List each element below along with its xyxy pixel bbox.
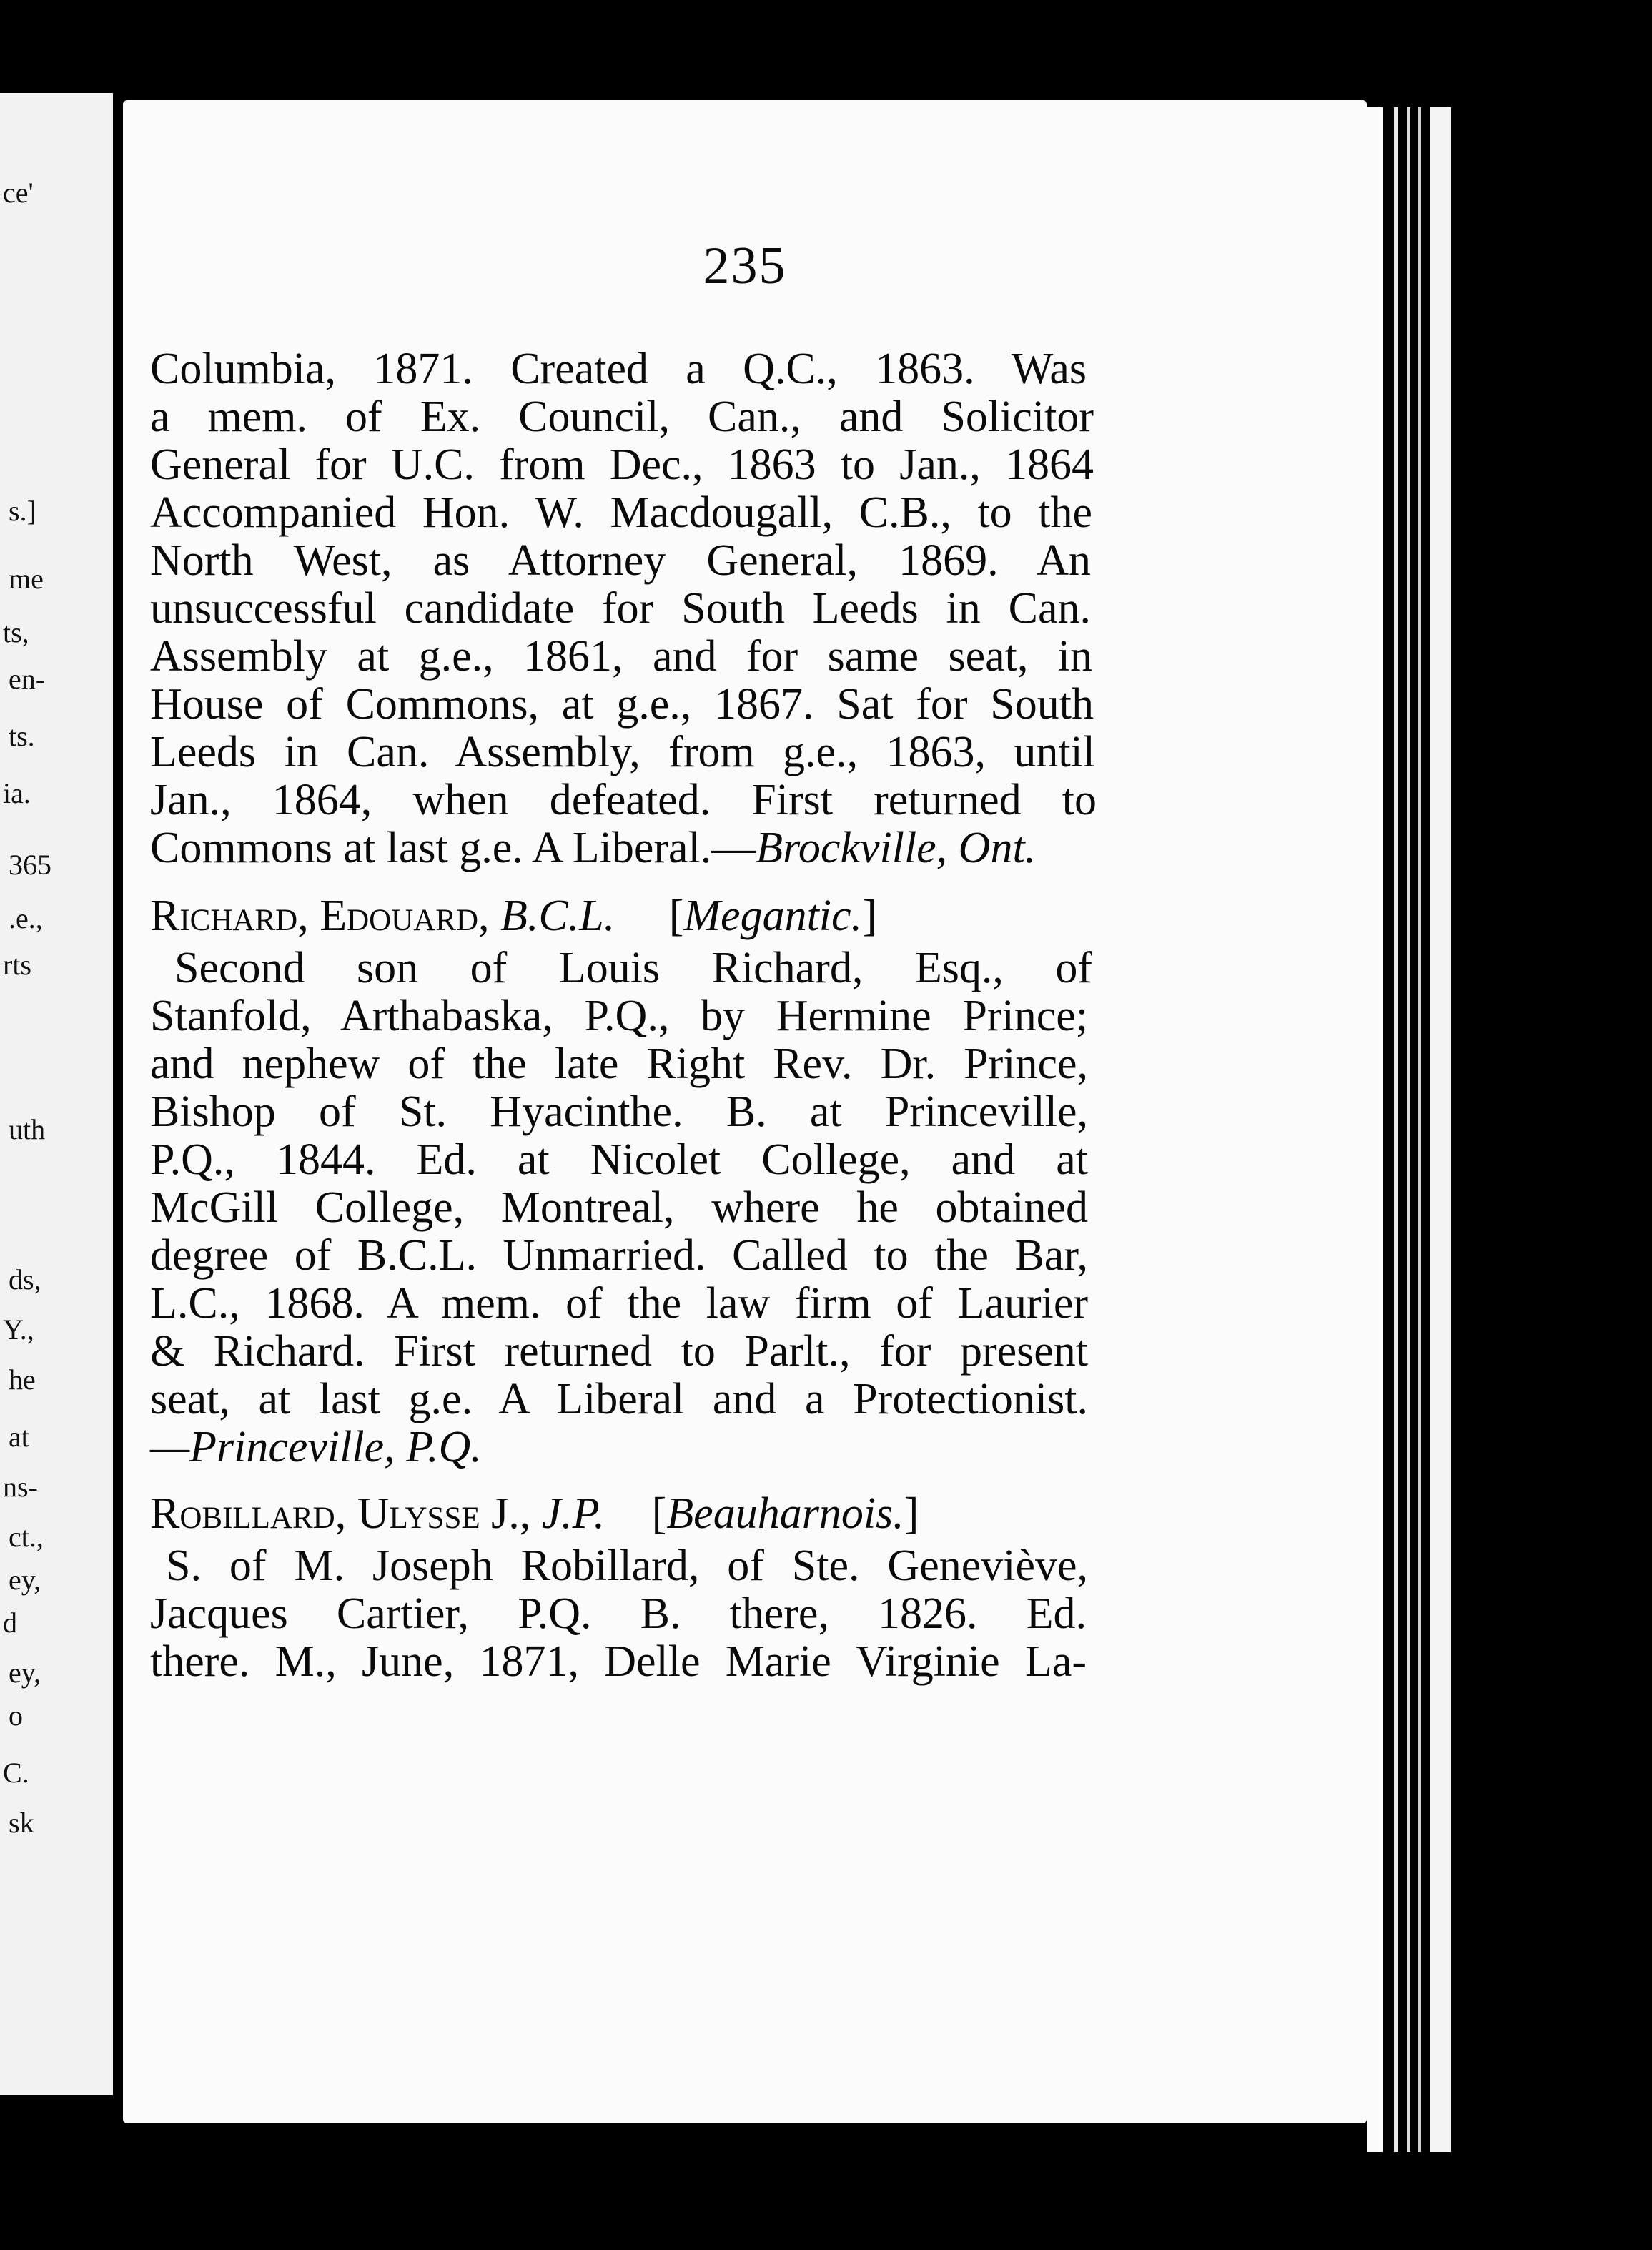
previous-page-fragment: ns-: [3, 1471, 38, 1503]
previous-page-fragment: C.: [3, 1757, 29, 1789]
text-line: Columbia, 1871. Created a Q.C., 1863. Was: [150, 345, 1087, 393]
degree: B.C.L.: [500, 892, 615, 940]
entry-heading: Richard, Edouard, B.C.L. [Megantic.]: [150, 892, 877, 940]
text-line: seat, at last g.e. A Liberal and a Protectionist.: [150, 1375, 1088, 1423]
previous-page-fragment: Y.,: [3, 1313, 34, 1346]
previous-page-fragment: ct.,: [9, 1521, 44, 1553]
text-line: Assembly at g.e., 1861, and for same seat, in: [150, 632, 1092, 681]
previous-page-fragment: uth: [9, 1113, 46, 1145]
text-line: Accompanied Hon. W. Macdougall, C.B., to the: [150, 488, 1092, 537]
previous-page-fragment: sk: [9, 1807, 34, 1839]
given-name: Ulysse J.: [357, 1489, 520, 1538]
text-line: Bishop of St. Hyacinthe. B. at Princeville,: [150, 1087, 1088, 1136]
previous-page-fragment: .e.,: [9, 902, 43, 934]
previous-page-fragment: ts,: [3, 616, 29, 648]
previous-page-fragment: o: [9, 1699, 23, 1732]
previous-page-fragment: ey,: [9, 1564, 41, 1596]
previous-page-fragment: he: [9, 1363, 36, 1396]
previous-page-fragment: me: [9, 563, 44, 595]
text-line: Second son of Louis Richard, Esq., of: [174, 944, 1092, 992]
previous-page-fragment: 365: [9, 849, 51, 881]
page-number: 235: [703, 237, 787, 295]
text-line: degree of B.C.L. Unmarried. Called to the Bar,: [150, 1231, 1088, 1280]
text-line: S. of M. Joseph Robillard, of Ste. Geneviève,: [166, 1541, 1088, 1590]
text-line: Leeds in Can. Assembly, from g.e., 1863, until: [150, 728, 1095, 776]
text-line: McGill College, Montreal, where he obtained: [150, 1183, 1088, 1232]
previous-page-fragment: rts: [3, 949, 31, 981]
previous-page-fragment: ts.: [9, 720, 35, 752]
text-line: North West, as Attorney General, 1869. An: [150, 536, 1091, 585]
page-edges-binding: [1367, 107, 1460, 2152]
previous-page-fragment: ey,: [9, 1657, 41, 1689]
previous-page-fragment: s.]: [9, 495, 36, 527]
given-name: Edouard: [320, 892, 479, 940]
text-line: Stanfold, Arthabaska, P.Q., by Hermine Prince;: [150, 992, 1088, 1040]
text-line: P.Q., 1844. Ed. at Nicolet College, and at: [150, 1135, 1088, 1184]
surname: Robillard: [150, 1489, 335, 1538]
degree: J.P.: [541, 1489, 605, 1538]
text-line: there. M., June, 1871, Delle Marie Virginie La-: [150, 1637, 1087, 1686]
previous-page-fragment: en-: [9, 663, 46, 695]
text-line: Jacques Cartier, P.Q. B. there, 1826. Ed.: [150, 1589, 1087, 1638]
text-line: and nephew of the late Right Rev. Dr. Prince,: [150, 1040, 1088, 1088]
text-line: General for U.C. from Dec., 1863 to Jan., 1864: [150, 440, 1094, 489]
text-line: & Richard. First returned to Parlt., for present: [150, 1327, 1088, 1376]
entry-heading: Robillard, Ulysse J., J.P. [Beauharnois.]: [150, 1489, 919, 1538]
previous-page-fragment: ia.: [3, 777, 31, 809]
closing-text: Commons at last g.e. A Liberal.—: [150, 824, 756, 872]
text-line: unsuccessful candidate for South Leeds in Can.: [150, 584, 1091, 633]
book-page: [123, 100, 1367, 2123]
text-line: L.C., 1868. A mem. of the law firm of Laurier: [150, 1279, 1088, 1328]
text-line-closing: [150, 826, 1036, 870]
previous-page-fragment: at: [9, 1421, 29, 1453]
residence-line: [150, 1425, 482, 1469]
residence: —Princeville, P.Q.: [150, 1423, 482, 1471]
constituency: Megantic.: [683, 892, 863, 940]
residence: Brockville, Ont.: [756, 824, 1037, 872]
text-line: Jan., 1864, when defeated. First returned to: [150, 776, 1097, 824]
previous-page-fragment: ce': [3, 177, 34, 209]
text-line: House of Commons, at g.e., 1867. Sat for South: [150, 680, 1094, 729]
text-line: a mem. of Ex. Council, Can., and Solicitor: [150, 393, 1094, 441]
surname: Richard: [150, 892, 298, 940]
constituency: Beauharnois.: [666, 1489, 904, 1538]
previous-page-strip: [0, 93, 113, 2095]
previous-page-fragment: ds,: [9, 1263, 41, 1296]
previous-page-fragment: d: [3, 1607, 17, 1639]
